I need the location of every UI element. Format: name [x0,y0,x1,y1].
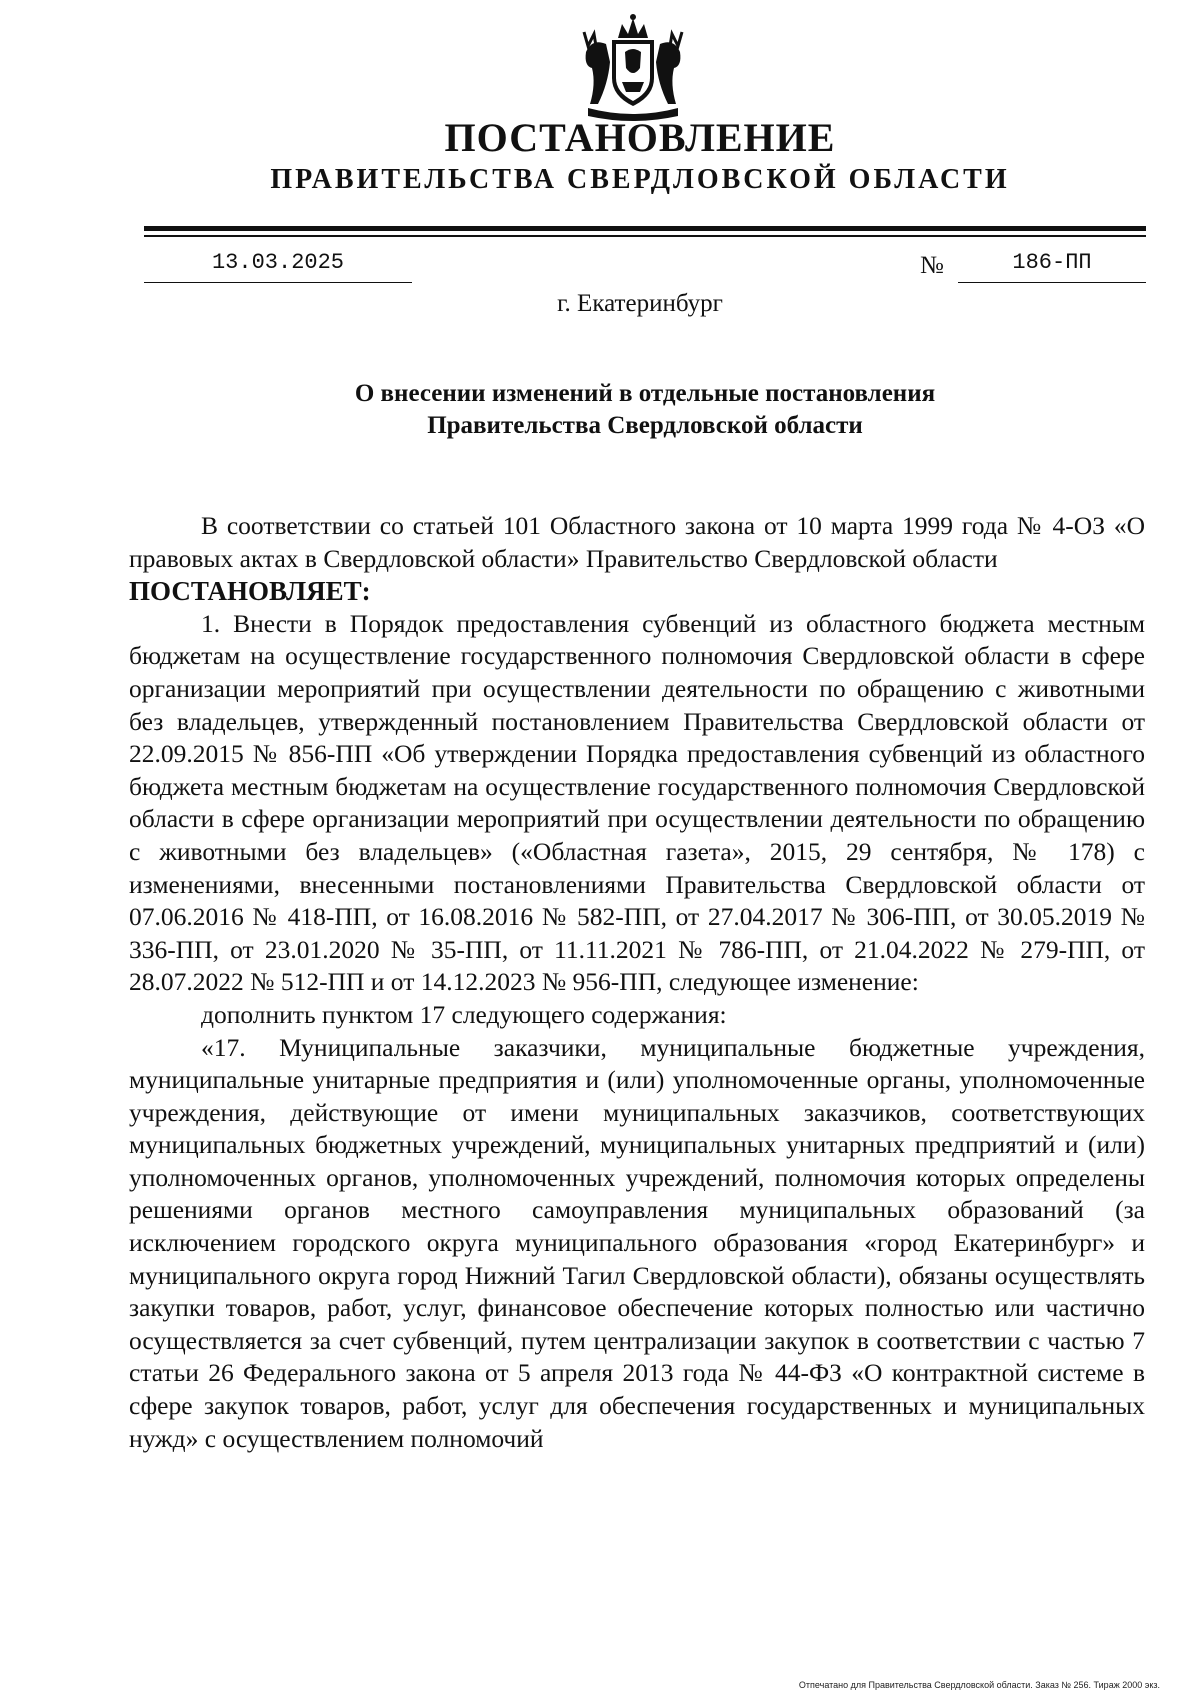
number-sign: № [920,252,944,279]
document-date: 13.03.2025 [144,248,412,283]
coat-of-arms-icon [578,12,688,124]
document-city: г. Екатеринбург [557,290,723,317]
resolves-heading: ПОСТАНОВЛЯЕТ: [129,576,371,607]
header-divider-thin [144,235,1146,237]
title-line-1: О внесении изменений в отдельные постановления [354,380,936,407]
item-1-paragraph: 1. Внести в Порядок предоставления субвенций из областного бюджета местным бюджетам на осуществление государственного полномочия Свердловской области в сфере организации мероприятий при осуществлении деятельности по обращению с животными без владельцев, утвержденный постановлением Правительства Свердловской области от 22.09.2015 № 856-ПП «Об утверждении Порядка предоставления субвенций из областного бюджета местным бюджетам на осуществление государственного полномочия Свердловской области в сфере организации мероприятий при осуществлении деятельности по обращению с животными без владельцев» («Областная газета», 2015, 29 сентября, № 178) с изменениями, внесенными постановлениями Правительства Свердловской области от 07.06.2016 № 418-ПП, от 16.08.2016 № 582-ПП, от 27.04.2017 № 306-ПП, от 30.05.2019 № 336-ПП, от 23.01.2020 № 35-ПП, от 11.11.2021 № 786-ПП, от 21.04.2022 № 279-ПП, от 28.07.2022 № 512-ПП и от 14.12.2023 № 956-ПП, следующее изменение: [129,608,1145,997]
header-divider-thick [144,226,1146,231]
document-number: 186-ПП [958,248,1146,283]
title-line-2: Правительства Свердловской области [427,412,863,439]
issuer-name: ПРАВИТЕЛЬСТВА СВЕРДЛОВСКОЙ ОБЛАСТИ [270,164,1010,195]
document-type: ПОСТАНОВЛЕНИЕ [444,115,836,160]
document-title [144,378,1146,442]
document-body [129,510,1145,1455]
point-17-paragraph: «17. Муниципальные заказчики, муниципальные бюджетные учреждения, муниципальные унитарные предприятия и (или) уполномоченные органы, уполномоченные учреждения, действующие от имени муниципальных заказчиков, соответствующих муниципальных бюджетных учреждений, муниципальных унитарных предприятий и (или) уполномоченных органов, уполномоченных учреждений, полномочия которых определены решениями органов местного самоуправления муниципальных образований (за исключением городского округа муниципального образования «город Екатеринбург» и муниципального округа город Нижний Тагил Свердловской области), обязаны осуществлять закупки товаров, работ, услуг, финансовое обеспечение которых полностью или частично осуществляется за счет субвенций, путем централизации закупок в соответствии с частью 7 статьи 26 Федерального закона от 5 апреля 2013 года № 44-ФЗ «О контрактной системе в сфере закупок товаров, работ, услуг для обеспечения государственных и муниципальных нужд» с осуществлением полномочий [129,1032,1145,1453]
print-note: Отпечатано для Правительства Свердловской области. Заказ № 256. Тираж 2000 экз. [798,1680,1160,1690]
preamble-paragraph: В соответствии со статьей 101 Областного закона от 10 марта 1999 года № 4-ОЗ «О правовых актах в Свердловской области» Правительство Свердловской области [129,511,1145,573]
supplement-paragraph: дополнить пунктом 17 следующего содержания: [201,999,727,1029]
